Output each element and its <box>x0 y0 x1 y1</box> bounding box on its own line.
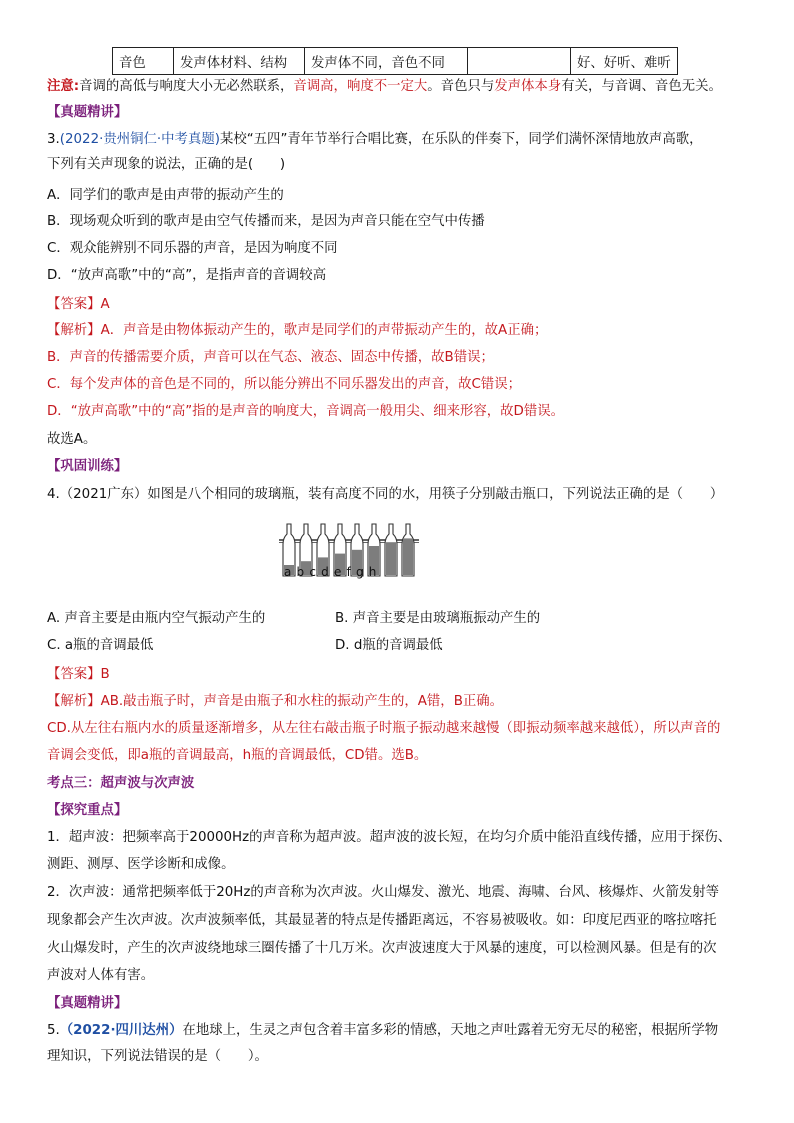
question-5-stem <box>47 1021 718 1041</box>
note-highlight: 音调高，响度不一定大 <box>293 79 428 94</box>
explanation-b: B．声音的传播需要介质，声音可以在气态、液态、固态中传播，故B错误； <box>47 350 494 365</box>
explanation-3: 音调会变低，即a瓶的音调最高，h瓶的音调最低，CD错。选B。 <box>47 748 428 763</box>
explanation-a <box>47 321 547 341</box>
section-heading: 【真题精讲】 <box>47 996 128 1011</box>
option-a: A. 声音主要是由瓶内空气振动产生的 <box>47 611 266 626</box>
answer: 【答案】A <box>47 297 110 312</box>
infrasound-para: 2．次声波：通常把频率低于20Hz的声音称为次声波。火山爆发、激光、地震、海啸、台风、核爆炸、火箭发射等 <box>47 885 720 900</box>
question-5-stem-cont: 理知识，下列说法错误的是（ ）。 <box>47 1049 268 1064</box>
explanation-c: C．每个发声体的音色是不同的，所以能分辨出不同乐器发出的声音，故C错误； <box>47 377 521 392</box>
question-4-stem: 4.（2021广东）如图是八个相同的玻璃瓶，装有高度不同的水，用筷子分别敲击瓶口，下列说法正确的是（ ） <box>47 487 724 502</box>
kaodian-heading: 考点三：超声波与次声波 <box>47 776 195 791</box>
note-highlight: 发声体本身 <box>494 79 562 94</box>
question-number: 3. <box>47 132 60 147</box>
question-text: 在地球上，生灵之声包含着丰富多彩的情感，天地之声吐露着无穷无尽的秘密，根据所学物 <box>182 1023 719 1038</box>
note-label: 注意: <box>47 79 80 94</box>
section-heading: 【巩固训练】 <box>47 459 128 474</box>
option-b: B．现场观众听到的歌声是由空气传播而来，是因为声音只能在空气中传播 <box>47 214 485 229</box>
note-line <box>47 77 722 97</box>
ultrasound-para-cont: 测距、测厚、医学诊断和成像。 <box>47 857 235 872</box>
question-source: （2022·四川达州） <box>59 1023 183 1038</box>
section-heading: 【真题精讲】 <box>47 105 128 120</box>
option-c: C. a瓶的音调最低 <box>47 638 154 653</box>
table-cell: 发声体不同，音色不同 <box>305 48 468 75</box>
question-number: 5. <box>47 1023 60 1038</box>
explanation-text: A．声音是由物体振动产生的，歌声是同学们的声带振动产生的，故A正确； <box>100 323 548 338</box>
explanation-2: CD.从左往右瓶内水的质量逐渐增多，从左往右敲击瓶子时瓶子振动越来越慢（即振动频率越来越低），所以声音的 <box>47 721 721 736</box>
question-3-stem <box>47 130 703 150</box>
explanation-text: AB.敲击瓶子时，声音是由瓶子和水柱的振动产生的，A错，B正确。 <box>100 694 504 709</box>
note-text: 音调的高低与响度大小无必然联系， <box>79 79 294 94</box>
section-heading: 【探究重点】 <box>47 803 128 818</box>
table-row <box>113 48 678 75</box>
table-cell: 发声体材料、结构 <box>174 48 305 75</box>
property-table <box>112 47 678 75</box>
option-c: C．观众能辨别不同乐器的声音，是因为响度不同 <box>47 241 338 256</box>
infrasound-para-cont: 火山爆发时，产生的次声波绕地球三圈传播了十几万米。次声波速度大于风暴的速度，可以检测风暴。但是有的次 <box>47 941 717 956</box>
option-a: A．同学们的歌声是由声带的振动产生的 <box>47 188 284 203</box>
answer: 【答案】B <box>47 667 110 682</box>
option-d: D. d瓶的音调最低 <box>335 638 443 653</box>
conclusion: 故选A。 <box>47 432 97 447</box>
infrasound-para-cont: 现象都会产生次声波。次声波频率低，其最显著的特点是传播距离远，不容易被吸收。如：印度尼西亚的喀拉喀托 <box>47 913 717 928</box>
question-3-stem-cont: 下列有关声现象的说法，正确的是( ) <box>47 157 286 172</box>
table-cell <box>468 48 571 75</box>
option-b: B. 声音主要是由玻璃瓶振动产生的 <box>335 611 541 626</box>
option-d: D．“放声高歌”中的“高”，是指声音的音调较高 <box>47 268 327 283</box>
water-fill <box>403 538 413 575</box>
question-text: 某校“五四”青年节举行合唱比赛，在乐队的伴奏下，同学们满怀深情地放声高歌， <box>219 132 703 147</box>
bottle-labels: abcdefgh <box>284 565 382 579</box>
explanation-label: 【解析】 <box>47 694 101 709</box>
note-text: 。音色只与 <box>427 79 495 94</box>
table-cell: 音色 <box>113 48 174 75</box>
explanation-label: 【解析】 <box>47 323 101 338</box>
note-text: 有关，与音调、音色无关。 <box>561 79 722 94</box>
table-cell: 好、好听、难听 <box>571 48 678 75</box>
infrasound-para-cont: 声波对人体有害。 <box>47 968 155 983</box>
explanation-d: D．“放声高歌”中的“高”指的是声音的响度大，音调高一般用尖、细来形容，故D错误。 <box>47 404 565 419</box>
explanation-1 <box>47 692 503 712</box>
water-fill <box>386 542 396 575</box>
ultrasound-para: 1．超声波：把频率高于20000Hz的声音称为超声波。超声波的波长短，在均匀介质中能沿直线传播，应用于探伤、 <box>47 830 732 845</box>
question-source: (2022·贵州铜仁·中考真题) <box>59 132 220 147</box>
